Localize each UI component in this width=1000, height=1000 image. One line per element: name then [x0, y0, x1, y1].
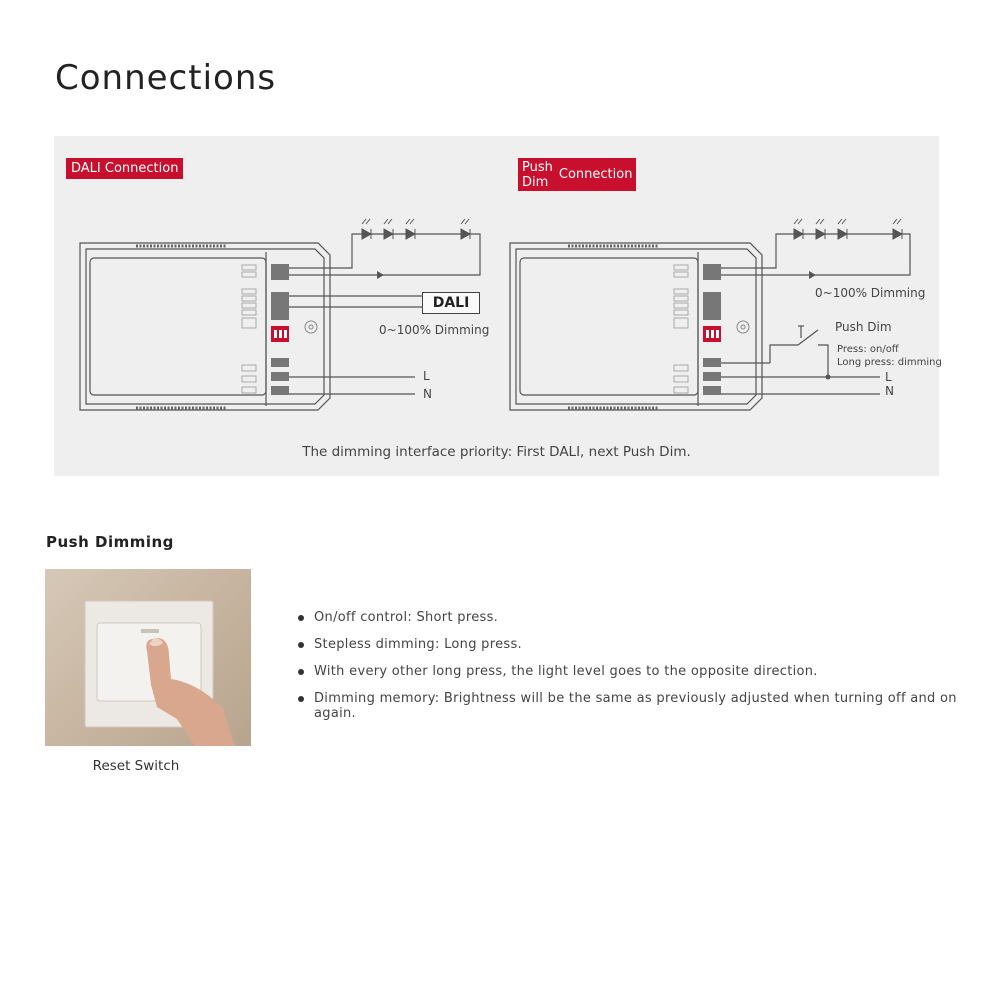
press-label: Press: on/off	[837, 344, 899, 355]
right-l-label: L	[885, 370, 892, 384]
reset-switch-caption: Reset Switch	[92, 758, 180, 774]
push-tag-line1: Push	[522, 159, 553, 175]
priority-note: The dimming interface priority: First DALI, next Push Dim.	[302, 444, 691, 460]
dali-connection-tag: DALI Connection	[66, 158, 183, 179]
reset-switch-photo	[45, 569, 251, 746]
right-n-label: N	[885, 384, 894, 398]
dali-controller-box: DALI	[422, 292, 480, 314]
long-press-label: Long press: dimming	[837, 357, 942, 368]
push-tag-word: Connection	[558, 167, 633, 182]
push-dimming-features	[298, 610, 1000, 721]
push-dim-connection-tag	[518, 158, 636, 191]
list-item: With every other long press, the light level goes to the opposite direction.	[298, 664, 1000, 681]
dim-range-left: 0~100% Dimming	[379, 323, 490, 337]
bullet-icon	[298, 642, 304, 648]
push-dim-label: Push Dim	[835, 320, 892, 334]
push-tag-line2: Dim	[522, 174, 549, 190]
left-n-label: N	[423, 387, 432, 401]
bullet-icon	[298, 696, 304, 702]
dim-range-right: 0~100% Dimming	[815, 286, 926, 300]
bullet-icon	[298, 615, 304, 621]
switch-illustration	[45, 569, 251, 746]
push-dimming-title: Push Dimming	[46, 533, 174, 551]
list-item: On/off control: Short press.	[298, 610, 1000, 627]
page-title: Connections	[55, 58, 277, 98]
list-item: Dimming memory: Brightness will be the same as previously adjusted when turning off and on again.	[298, 691, 1000, 708]
list-item: Stepless dimming: Long press.	[298, 637, 1000, 654]
left-l-label: L	[423, 369, 430, 383]
bullet-icon	[298, 669, 304, 675]
